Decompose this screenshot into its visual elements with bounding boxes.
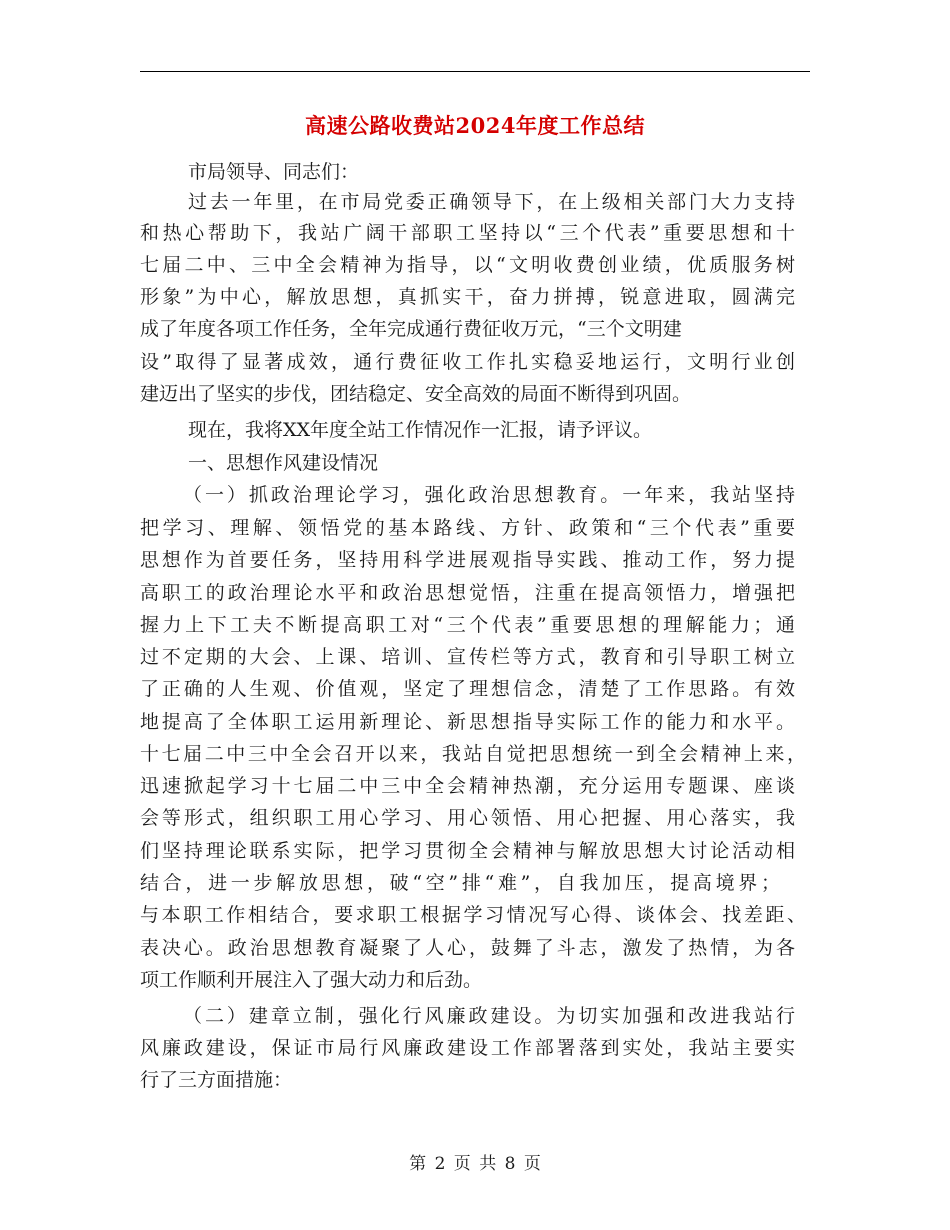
body-line: 建迈出了坚实的步伐，团结稳定、安全高效的局面不断得到巩固。 xyxy=(140,383,692,405)
body-line: 了正确的人生观、价值观，坚定了理想信念，清楚了工作思路。有效 xyxy=(140,678,795,700)
body-line: 与本职工作相结合，要求职工根据学习情况写心得、谈体会、找差距、 xyxy=(140,904,806,926)
body-line: 思想作为首要任务，坚持用科学进展观指导实践、推动工作，努力提 xyxy=(140,549,795,571)
body-line: 高职工的政治理论水平和政治思想觉悟，注重在提高领悟力，增强把 xyxy=(140,582,795,604)
body-line: 结合，进一步解放思想，破“空”排“难”，自我加压，提高境界； xyxy=(140,872,780,894)
body-line: 形象”为中心，解放思想，真抓实干，奋力拼搏，锐意进取，圆满完 xyxy=(140,286,795,308)
body-line: 握力上下工夫不断提高职工对“三个代表”重要思想的理解能力；通 xyxy=(140,614,795,636)
body-line: 风廉政建设，保证市局行风廉政建设工作部署落到实处，我站主要实 xyxy=(140,1037,795,1059)
subsection-line: （一）抓政治理论学习，强化政治思想教育。一年来，我站坚持 xyxy=(183,484,795,506)
body-line: 会等形式，组织职工用心学习、用心领悟、用心把握、用心落实，我 xyxy=(140,807,795,829)
body-line: 过不定期的大会、上课、培训、宣传栏等方式，教育和引导职工树立 xyxy=(140,646,795,668)
body-line: 十七届二中三中全会召开以来，我站自觉把思想统一到全会精神上来， xyxy=(140,743,806,765)
body-line: 过去一年里，在市局党委正确领导下，在上级相关部门大力支持 xyxy=(188,191,795,213)
body-line: 设”取得了显著成效，通行费征收工作扎实稳妥地运行，文明行业创 xyxy=(140,351,795,373)
body-line: 把学习、理解、领悟党的基本路线、方针、政策和“三个代表”重要 xyxy=(140,517,795,539)
body-line: 七届二中、三中全会精神为指导，以“文明收费创业绩，优质服务树 xyxy=(140,254,795,276)
document-title: 高速公路收费站2024年度工作总结 xyxy=(305,113,645,138)
body-line: 行了三方面措施： xyxy=(140,1069,293,1091)
header-rule xyxy=(140,71,810,72)
body-line: 表决心。政治思想教育凝聚了人心，鼓舞了斗志，激发了热情，为各 xyxy=(140,937,795,959)
body-line: 项工作顺利开展注入了强大动力和后劲。 xyxy=(140,969,483,991)
body-line: 成了年度各项工作任务，全年完成通行费征收万元，“三个文明建 xyxy=(140,318,682,340)
body-line: 地提高了全体职工运用新理论、新思想指导实际工作的能力和水平。 xyxy=(140,711,795,733)
salutation-line: 市局领导、同志们： xyxy=(188,161,360,183)
page-number: 第 2 页 共 8 页 xyxy=(409,1154,541,1174)
body-line: 现在，我将XX年度全站工作情况作一汇报，请予评议。 xyxy=(188,419,653,441)
body-line: 和热心帮助下，我站广阔干部职工坚持以“三个代表”重要思想和十 xyxy=(140,222,795,244)
body-line: 迅速掀起学习十七届二中三中全会精神热潮，充分运用专题课、座谈 xyxy=(140,775,795,797)
subsection-line: （二）建章立制，强化行风廉政建设。为切实加强和改进我站行 xyxy=(183,1005,795,1027)
body-line: 们坚持理论联系实际，把学习贯彻全会精神与解放思想大讨论活动相 xyxy=(140,840,795,862)
section-heading: 一、思想作风建设情况 xyxy=(188,452,379,474)
